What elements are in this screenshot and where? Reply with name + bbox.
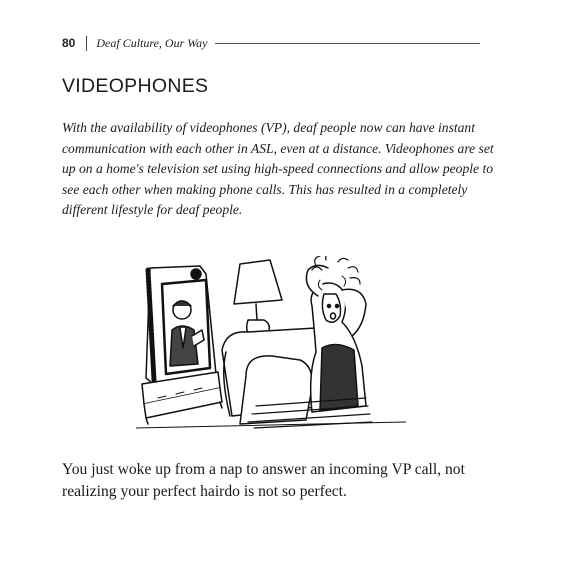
page-number: 80 — [62, 36, 76, 50]
section-title: VIDEOPHONES — [62, 75, 209, 97]
intro-paragraph: With the availability of videophones (VP), deaf people now can have instant communication with each other in ASL, even at a distance. Videophones are set up on a home's television set using high-speed connections and allow people to see each other when making phone calls. This has resulted in a completely different lifestyle for deaf people. — [62, 120, 494, 217]
header-rule — [215, 43, 480, 44]
cartoon-woman-videophone-icon — [136, 256, 406, 446]
caption: You just woke up from a nap to answer an incoming VP call, not realizing your perfect hairdo is not so perfect. — [62, 461, 465, 500]
running-title: Deaf Culture, Our Way — [96, 35, 208, 50]
television-drawing — [142, 266, 222, 424]
lamp-drawing — [234, 260, 282, 339]
header-separator — [86, 36, 87, 51]
running-head — [62, 34, 480, 52]
cartoon-illustration — [136, 256, 406, 446]
